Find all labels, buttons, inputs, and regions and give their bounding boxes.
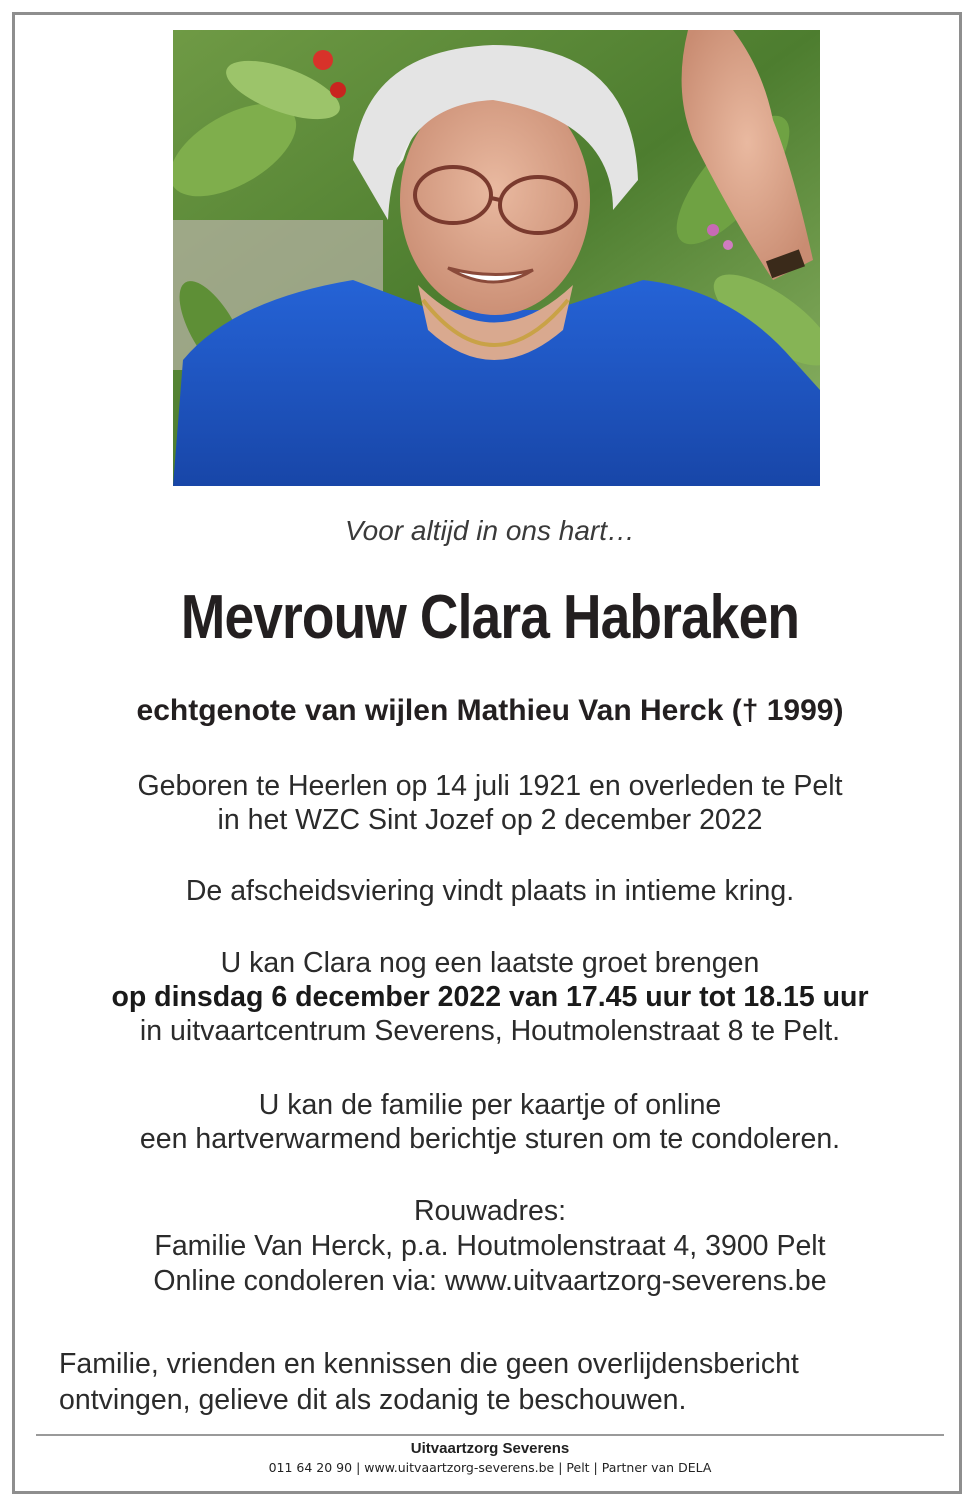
deceased-name: Mevrouw Clara Habraken: [180, 583, 800, 652]
farewell-intro: U kan Clara nog een laatste groet brengen: [220, 947, 760, 979]
farewell-where: in uitvaartcentrum Severens, Houtmolenstraat 8 te Pelt.: [139, 1015, 841, 1047]
farewell-paragraph: [0, 946, 980, 1048]
ceremony-note: De afscheidsviering vindt plaats in intieme kring.: [185, 875, 795, 907]
motto: Voor altijd in ons hart…: [345, 515, 635, 546]
notice-line: ontvingen, gelieve dit als zodanig te beschouwen.: [59, 1384, 687, 1416]
condolence-line: U kan de familie per kaartje of online: [258, 1089, 722, 1121]
footer-company: Uitvaartzorg Severens: [410, 1440, 570, 1457]
footer-details: 011 64 20 90 | www.uitvaartzorg-severens.be | Pelt | Partner van DELA: [268, 1460, 712, 1475]
birth-death-line: Geboren te Heerlen op 14 juli 1921 en overleden te Pelt: [137, 770, 843, 802]
mourning-address: [0, 1194, 980, 1299]
birth-death-paragraph: [0, 769, 980, 837]
spouse-line: echtgenote van wijlen Mathieu Van Herck († 1999): [136, 694, 844, 727]
mourning-address-label: Rouwadres:: [413, 1195, 567, 1227]
portrait-image: [173, 30, 820, 486]
farewell-when: op dinsdag 6 december 2022 van 17.45 uur tot 18.15 uur: [111, 981, 869, 1013]
condolence-line: een hartverwarmend berichtje sturen om te condoleren.: [139, 1123, 841, 1155]
condolence-paragraph: [0, 1088, 980, 1156]
notice-line: Familie, vrienden en kennissen die geen overlijdensbericht: [59, 1348, 799, 1380]
footer-divider: [36, 1434, 944, 1436]
online-condolence-link[interactable]: Online condoleren via: www.uitvaartzorg-severens.be: [153, 1265, 827, 1297]
notice-paragraph: [59, 1346, 939, 1418]
birth-death-line: in het WZC Sint Jozef op 2 december 2022: [217, 804, 763, 836]
portrait-photo: [173, 30, 820, 486]
mourning-address-text: Familie Van Herck, p.a. Houtmolenstraat 4, 3900 Pelt: [154, 1230, 826, 1262]
